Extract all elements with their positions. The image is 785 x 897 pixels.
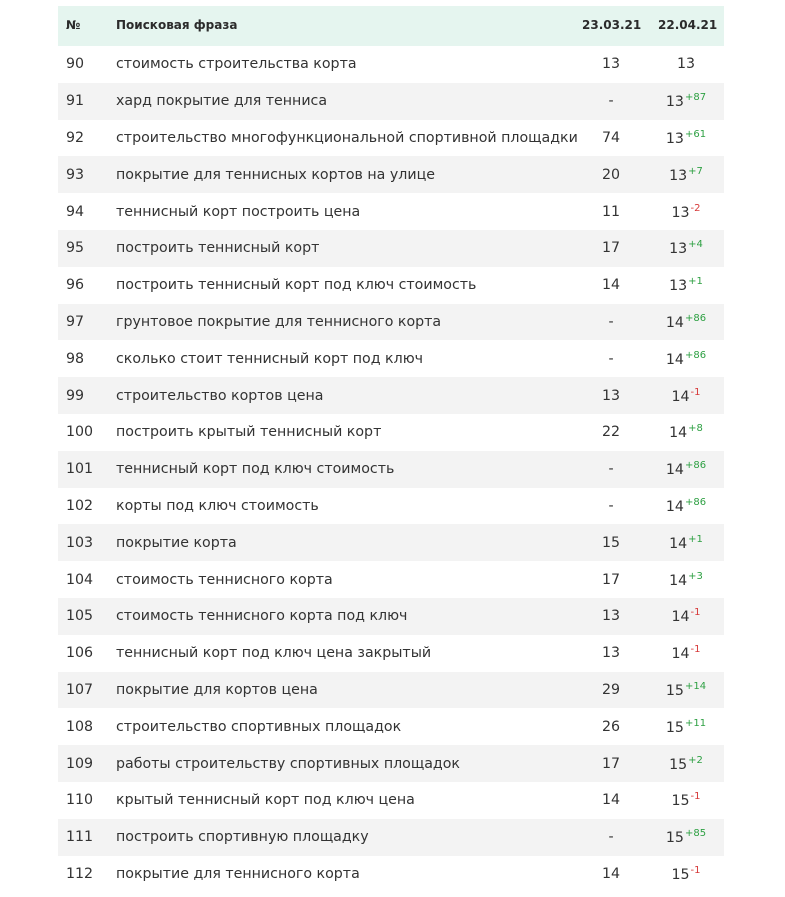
table-row [58,561,724,598]
row-number: 97 [66,313,85,330]
position-date2: 13 [665,130,684,147]
position-date1: 13 [601,387,621,404]
position-date2-cell [648,350,724,368]
table-row [58,856,724,893]
position-date2-cell [648,681,724,699]
position-date2: 14 [665,462,684,479]
position-date1: - [608,313,614,330]
search-phrase: построить спортивную площадку [116,829,369,846]
position-date2: 14 [671,388,690,405]
position-date2: 15 [665,682,684,699]
search-phrase: построить теннисный корт под ключ стоимость [116,277,477,294]
position-date1: 22 [601,424,621,441]
position-date2: 15 [671,866,690,883]
position-date2-cell [648,497,724,515]
search-phrase: строительство многофункциональной спортивной площадки [116,129,578,146]
position-change-badge: +8 [688,423,703,435]
row-number: 93 [66,166,85,183]
table-row [58,267,724,304]
table-row [58,635,724,672]
position-date2: 15 [665,830,684,847]
position-date2-cell [648,166,724,184]
header-date2: 22.04.21 [658,18,718,32]
search-phrase: стоимость строительства корта [116,56,357,73]
position-date2-cell [648,865,724,883]
table-row [58,377,724,414]
position-date2-cell [648,828,724,846]
position-date2: 14 [665,351,684,368]
position-date1: 29 [601,681,621,698]
position-date1: - [608,93,614,110]
row-number: 104 [66,571,94,588]
search-phrase: теннисный корт под ключ цена закрытый [116,645,432,662]
position-date2: 13 [671,204,690,221]
table-row [58,230,724,267]
row-number: 91 [66,93,85,110]
position-date2: 14 [671,609,690,626]
row-number: 101 [66,461,94,478]
position-date1: 17 [601,755,621,772]
search-phrase: стоимость теннисного корта под ключ [116,608,408,625]
position-date1: 13 [601,56,621,73]
search-phrase: покрытие для кортов цена [116,681,318,698]
position-change-badge: +1 [688,276,703,288]
table-row [58,156,724,193]
search-phrase: хард покрытие для тенниса [116,93,328,110]
table-row [58,83,724,120]
position-date2: 13 [665,94,684,111]
search-phrase: строительство кортов цена [116,387,324,404]
position-date2: 15 [671,793,690,810]
position-date1: 13 [601,608,621,625]
header-num: № [66,18,81,32]
row-number: 107 [66,681,94,698]
position-date2-cell [648,423,724,441]
row-number: 90 [66,56,85,73]
position-change-badge: -1 [690,791,701,803]
table-row [58,488,724,525]
row-number: 98 [66,350,85,367]
position-change-badge: +87 [684,92,707,104]
position-date1: 17 [601,240,621,257]
row-number: 105 [66,608,94,625]
table-row [58,524,724,561]
table-row [58,819,724,856]
row-number: 111 [66,829,94,846]
search-phrase: построить крытый теннисный корт [116,424,382,441]
search-phrase: стоимость теннисного корта [116,571,333,588]
row-number: 99 [66,387,85,404]
search-phrase: покрытие для теннисного корта [116,865,360,882]
position-date1: 14 [601,865,621,882]
row-number: 112 [66,865,94,882]
table-row [58,414,724,451]
position-change-badge: -1 [690,386,701,398]
position-date2-cell [648,313,724,331]
keyword-positions-table [58,6,724,892]
search-phrase: построить теннисный корт [116,240,320,257]
position-date1: - [608,350,614,367]
position-date1: - [608,829,614,846]
position-date2: 15 [669,756,688,773]
position-date2-cell [648,718,724,736]
position-change-badge: +11 [684,717,707,729]
position-change-badge: -1 [690,607,701,619]
position-date2-cell [648,755,724,773]
position-date2-cell [648,56,724,72]
position-change-badge: +1 [688,533,703,545]
search-phrase: грунтовое покрытие для теннисного корта [116,313,442,330]
position-date1: 15 [601,534,621,551]
position-date2: 13 [669,241,688,258]
position-change-badge: +4 [688,239,703,251]
position-change-badge: +86 [684,496,707,508]
position-date2-cell [648,92,724,110]
position-date2-cell [648,203,724,221]
search-phrase: покрытие для теннисных кортов на улице [116,166,435,183]
table-row [58,451,724,488]
search-phrase: работы строительству спортивных площадок [116,755,460,772]
position-date2-cell [648,644,724,662]
row-number: 94 [66,203,85,220]
position-change-badge: -1 [690,644,701,656]
search-phrase: покрытие корта [116,534,237,551]
header-phrase: Поисковая фраза [116,18,238,32]
position-change-badge: +2 [688,754,703,766]
position-change-badge: +86 [684,460,707,472]
position-change-badge: +3 [688,570,703,582]
position-date2-cell [648,129,724,147]
position-date2: 14 [669,535,688,552]
search-phrase: сколько стоит теннисный корт под ключ [116,350,424,367]
row-number: 95 [66,240,85,257]
position-date2-cell [648,607,724,625]
position-date1: 74 [601,129,621,146]
position-date2: 14 [669,425,688,442]
position-change-badge: -2 [690,202,701,214]
search-phrase: корты под ключ стоимость [116,497,319,514]
position-change-badge: +86 [684,312,707,324]
position-date2: 14 [665,498,684,515]
table-body [58,46,724,892]
row-number: 92 [66,129,85,146]
position-date1: 14 [601,277,621,294]
position-date2: 13 [676,56,696,73]
position-date2-cell [648,387,724,405]
search-phrase: строительство спортивных площадок [116,718,402,735]
position-date1: 17 [601,571,621,588]
position-date2-cell [648,460,724,478]
position-date2-cell [648,239,724,257]
position-date1: 26 [601,718,621,735]
position-change-badge: +61 [684,128,707,140]
position-date1: 11 [601,203,621,220]
table-row [58,193,724,230]
search-phrase: теннисный корт построить цена [116,203,361,220]
position-change-badge: -1 [690,864,701,876]
table-header [58,6,724,46]
row-number: 106 [66,645,94,662]
row-number: 109 [66,755,94,772]
position-date2: 13 [669,167,688,184]
table-row [58,120,724,157]
row-number: 96 [66,277,85,294]
position-date2-cell [648,534,724,552]
table-row [58,672,724,709]
row-number: 110 [66,792,94,809]
position-change-badge: +86 [684,349,707,361]
search-phrase: теннисный корт под ключ стоимость [116,461,395,478]
table-row [58,340,724,377]
search-phrase: крытый теннисный корт под ключ цена [116,792,415,809]
position-date2: 15 [665,719,684,736]
position-date2-cell [648,791,724,809]
position-date2: 14 [665,314,684,331]
position-date1: - [608,461,614,478]
position-date1: - [608,497,614,514]
position-change-badge: +7 [688,165,703,177]
position-date2: 14 [671,646,690,663]
row-number: 100 [66,424,94,441]
row-number: 103 [66,534,94,551]
row-number: 108 [66,718,94,735]
table-row [58,304,724,341]
position-date2-cell [648,571,724,589]
table-row [58,598,724,635]
position-date1: 20 [601,166,621,183]
table-row [58,745,724,782]
position-date2-cell [648,276,724,294]
position-change-badge: +85 [684,828,707,840]
position-change-badge: +14 [684,680,707,692]
table-row [58,708,724,745]
table-row [58,46,724,83]
header-date1: 23.03.21 [582,18,642,32]
position-date1: 14 [601,792,621,809]
position-date2: 14 [669,572,688,589]
row-number: 102 [66,497,94,514]
table-row [58,782,724,819]
position-date2: 13 [669,278,688,295]
position-date1: 13 [601,645,621,662]
